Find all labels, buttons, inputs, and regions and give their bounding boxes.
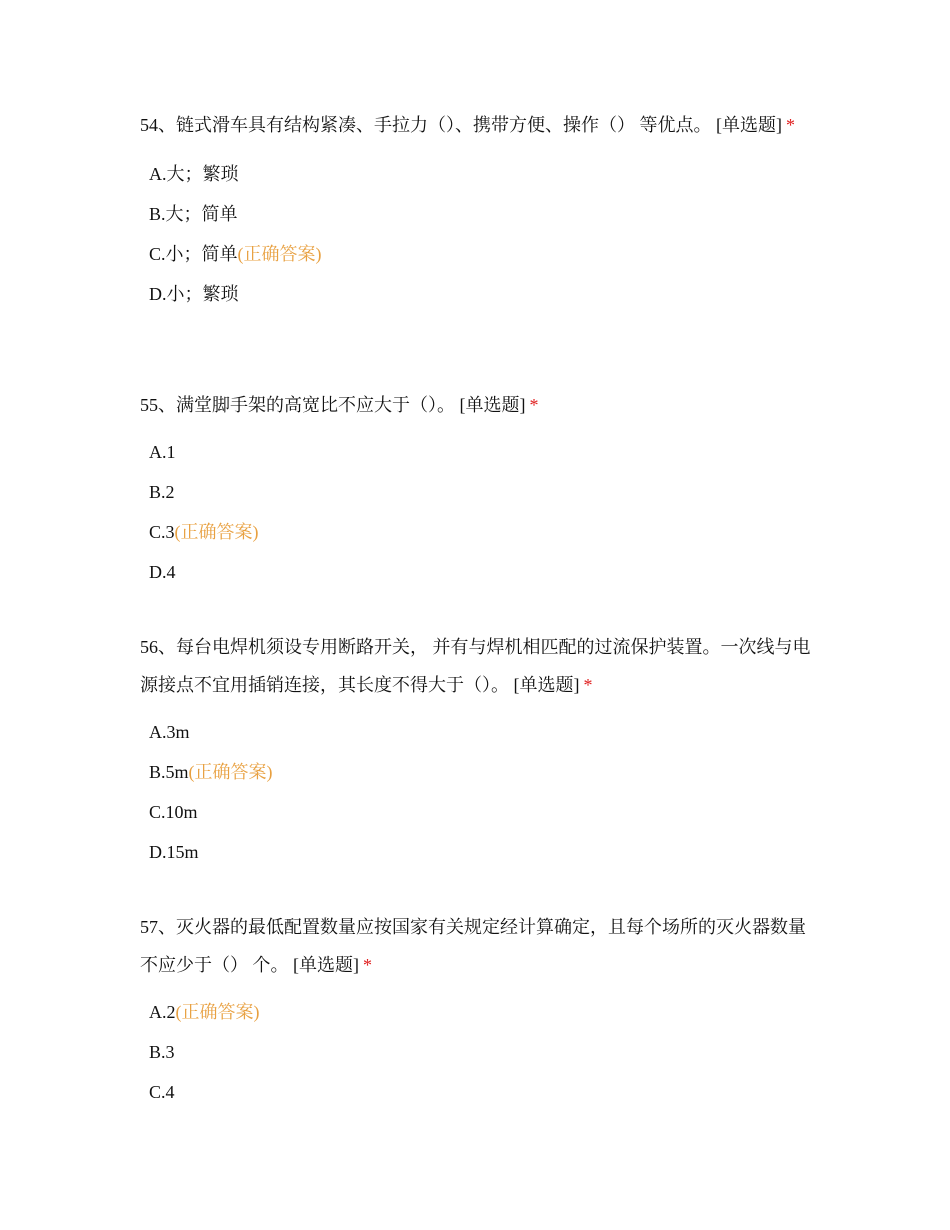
required-asterisk: *: [583, 675, 593, 695]
option-a[interactable]: [149, 992, 820, 1032]
option-text: A.1: [149, 442, 176, 462]
option-a[interactable]: [149, 154, 820, 194]
required-asterisk: *: [363, 955, 372, 975]
option-b[interactable]: [149, 1032, 820, 1072]
option-text: C.4: [149, 1082, 175, 1102]
correct-answer-tag: (正确答案): [237, 244, 322, 264]
option-d[interactable]: [149, 832, 820, 872]
option-text: A.大；繁琐: [149, 164, 239, 184]
option-text: C.3: [149, 522, 175, 542]
option-d[interactable]: [149, 552, 820, 592]
question-stem-text: 55、满堂脚手架的高宽比不应大于（）。 [单选题]: [140, 395, 526, 415]
option-d[interactable]: [149, 274, 820, 314]
option-b[interactable]: [149, 194, 820, 234]
option-c[interactable]: [149, 792, 820, 832]
question-56: [140, 628, 820, 872]
required-asterisk: *: [529, 395, 539, 415]
question-stem-text: 54、链式滑车具有结构紧凑、手拉力（）、携带方便、操作（） 等优点。 [单选题]: [140, 115, 782, 135]
option-list: [140, 154, 820, 314]
option-text: C.10m: [149, 802, 198, 822]
option-list: [140, 992, 820, 1112]
question-stem-text: 57、灭火器的最低配置数量应按国家有关规定经计算确定，且每个场所的灭火器数量不应少于（） 个。 [单选题]: [140, 917, 806, 975]
correct-answer-tag: (正确答案): [174, 522, 259, 542]
option-text: B.3: [149, 1042, 175, 1062]
option-a[interactable]: [149, 712, 820, 752]
option-text: D.4: [149, 562, 176, 582]
question-stem: [140, 386, 820, 424]
question-stem-text: 56、每台电焊机须设专用断路开关， 并有与焊机相匹配的过流保护装置。一次线与电源接点不宜用插销连接，其长度不得大于（）。 [单选题]: [140, 637, 811, 695]
option-c[interactable]: [149, 1072, 820, 1112]
option-text: B.5m: [149, 762, 189, 782]
question-54: [140, 106, 820, 314]
option-text: D.小；繁琐: [149, 284, 239, 304]
option-text: A.3m: [149, 722, 190, 742]
option-b[interactable]: [149, 472, 820, 512]
question-stem: [140, 106, 820, 144]
option-list: [140, 432, 820, 592]
option-b[interactable]: [149, 752, 820, 792]
question-stem: [140, 628, 820, 704]
required-asterisk: *: [786, 115, 795, 135]
option-a[interactable]: [149, 432, 820, 472]
question-55: [140, 386, 820, 592]
option-text: D.15m: [149, 842, 199, 862]
option-text: C.小；简单: [149, 244, 238, 264]
option-c[interactable]: [149, 234, 820, 274]
correct-answer-tag: (正确答案): [175, 1002, 260, 1022]
question-stem: [140, 908, 820, 984]
option-text: B.大；简单: [149, 204, 238, 224]
option-text: B.2: [149, 482, 175, 502]
option-c[interactable]: [149, 512, 820, 552]
question-57: [140, 908, 820, 1112]
option-list: [140, 712, 820, 872]
option-text: A.2: [149, 1002, 176, 1022]
correct-answer-tag: (正确答案): [188, 762, 273, 782]
